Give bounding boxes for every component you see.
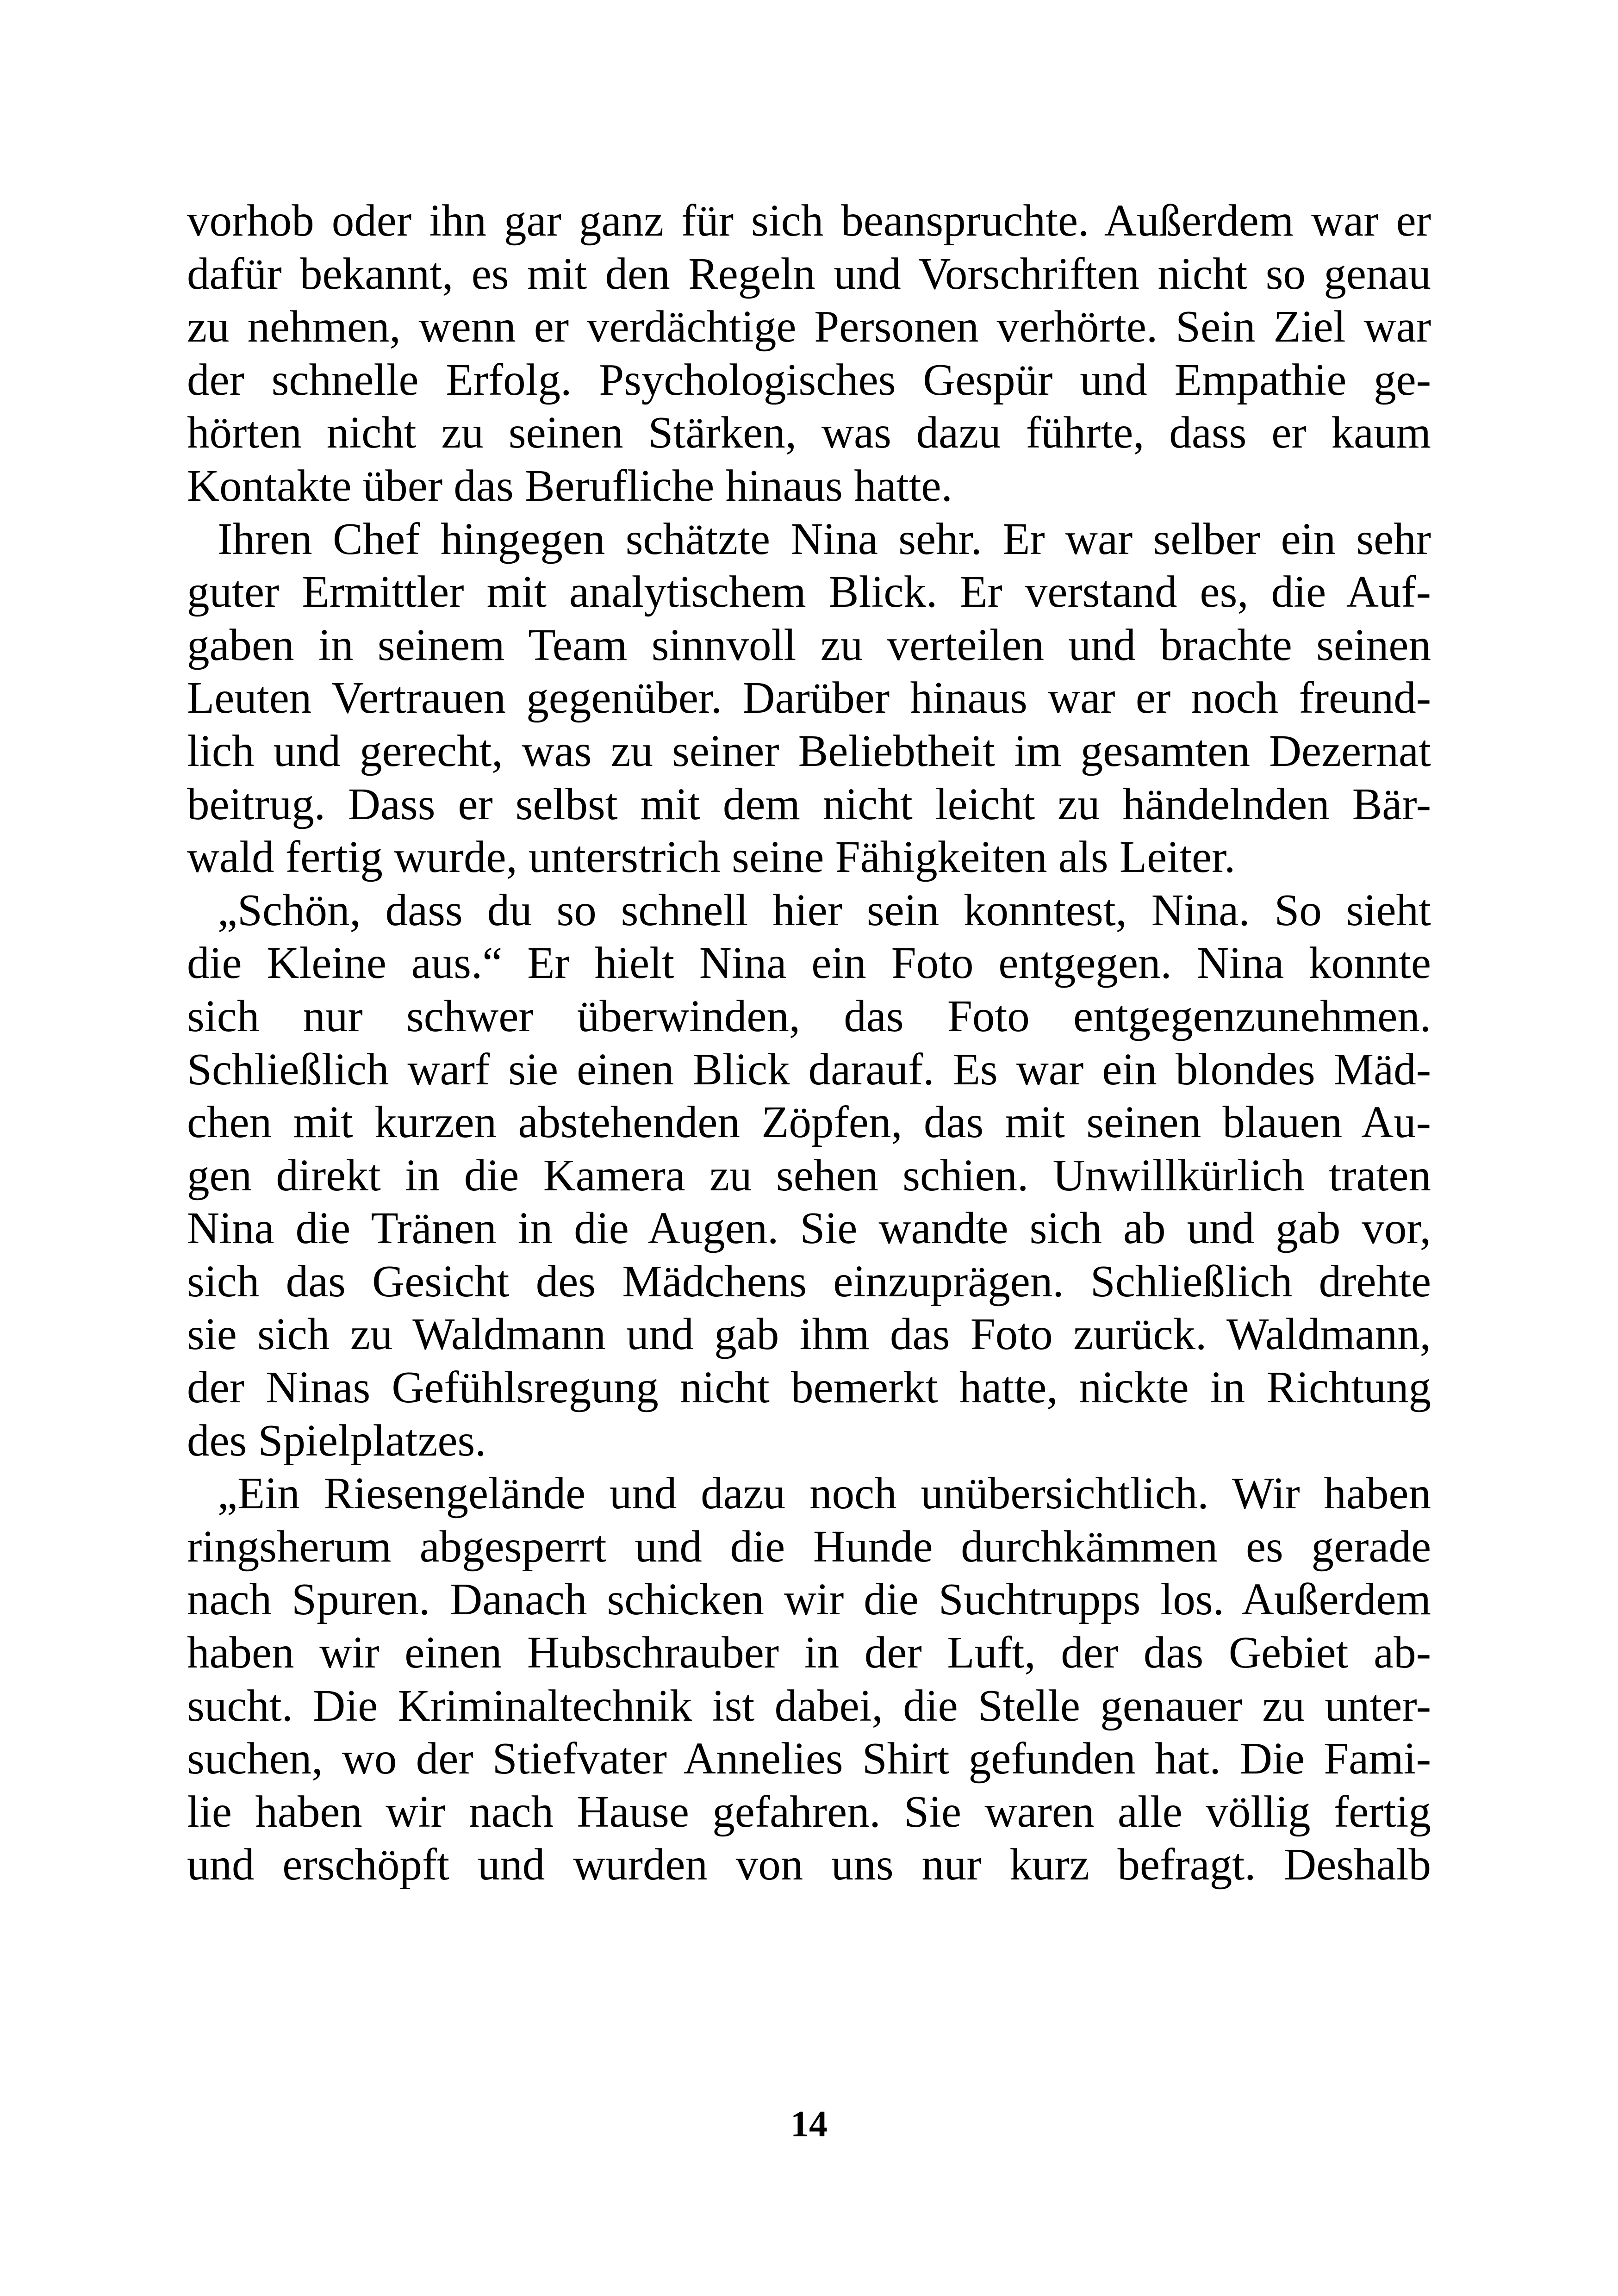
text-line: Schließlich warf sie einen Blick darauf. Es war ein blondes Mäd-	[187, 1044, 1431, 1094]
text-line: gaben in seinem Team sinnvoll zu verteilen und brachte seinen	[187, 620, 1431, 670]
text-line: lie haben wir nach Hause gefahren. Sie waren alle völlig fertig	[187, 1786, 1431, 1836]
text-line: sich nur schwer überwinden, das Foto entgegenzunehmen.	[187, 991, 1431, 1041]
text-line: zu nehmen, wenn er verdächtige Personen verhörte. Sein Ziel war	[187, 302, 1431, 352]
text-line: suchen, wo der Stiefvater Annelies Shirt gefunden hat. Die Fami-	[187, 1734, 1431, 1784]
text-line: wald fertig wurde, unterstrich seine Fähigkeiten als Leiter.	[187, 832, 1236, 882]
text-line: des Spielplatzes.	[187, 1415, 486, 1465]
text-line: Nina die Tränen in die Augen. Sie wandte sich ab und gab vor,	[187, 1203, 1431, 1253]
text-line: und erschöpft und wurden von uns nur kurz befragt. Deshalb	[187, 1840, 1431, 1890]
text-line: sie sich zu Waldmann und gab ihm das Foto zurück. Waldmann,	[187, 1309, 1431, 1359]
text-line: die Kleine aus.“ Er hielt Nina ein Foto entgegen. Nina konnte	[187, 938, 1431, 988]
text-line: guter Ermittler mit analytischem Blick. Er verstand es, die Auf-	[187, 567, 1431, 617]
text-line: sich das Gesicht des Mädchens einzuprägen. Schließlich drehte	[187, 1256, 1431, 1306]
text-line: chen mit kurzen abstehenden Zöpfen, das mit seinen blauen Au-	[187, 1097, 1431, 1147]
text-line: dafür bekannt, es mit den Regeln und Vorschriften nicht so genau	[187, 249, 1431, 299]
body-text	[187, 194, 1431, 1892]
text-line: Kontakte über das Berufliche hinaus hatte.	[187, 460, 952, 510]
text-line: der Ninas Gefühlsregung nicht bemerkt hatte, nickte in Richtung	[187, 1363, 1431, 1412]
text-line: Leuten Vertrauen gegenüber. Darüber hinaus war er noch freund-	[187, 673, 1431, 723]
text-line: vorhob oder ihn gar ganz für sich beanspruchte. Außerdem war er	[187, 196, 1431, 245]
text-line: „Ein Riesengelände und dazu noch unübersichtlich. Wir haben	[218, 1468, 1431, 1518]
page-number: 14	[790, 2104, 828, 2145]
text-line: lich und gerecht, was zu seiner Beliebtheit im gesamten Dezernat	[187, 726, 1431, 776]
text-line: beitrug. Dass er selbst mit dem nicht leicht zu händelnden Bär-	[187, 779, 1431, 829]
text-line: gen direkt in die Kamera zu sehen schien. Unwillkürlich traten	[187, 1150, 1431, 1200]
text-line: ringsherum abgesperrt und die Hunde durchkämmen es gerade	[187, 1521, 1431, 1571]
text-line: hörten nicht zu seinen Stärken, was dazu führte, dass er kaum	[187, 408, 1431, 458]
text-line: Ihren Chef hingegen schätzte Nina sehr. Er war selber ein sehr	[218, 514, 1431, 564]
text-line: der schnelle Erfolg. Psychologisches Gespür und Empathie ge-	[187, 355, 1431, 404]
text-line: haben wir einen Hubschrauber in der Luft, der das Gebiet ab-	[187, 1628, 1431, 1678]
text-line: „Schön, dass du so schnell hier sein konntest, Nina. So sieht	[218, 885, 1431, 935]
text-line: sucht. Die Kriminaltechnik ist dabei, die Stelle genauer zu unter-	[187, 1680, 1431, 1730]
text-line: nach Spuren. Danach schicken wir die Suchtrupps los. Außerdem	[187, 1574, 1431, 1624]
